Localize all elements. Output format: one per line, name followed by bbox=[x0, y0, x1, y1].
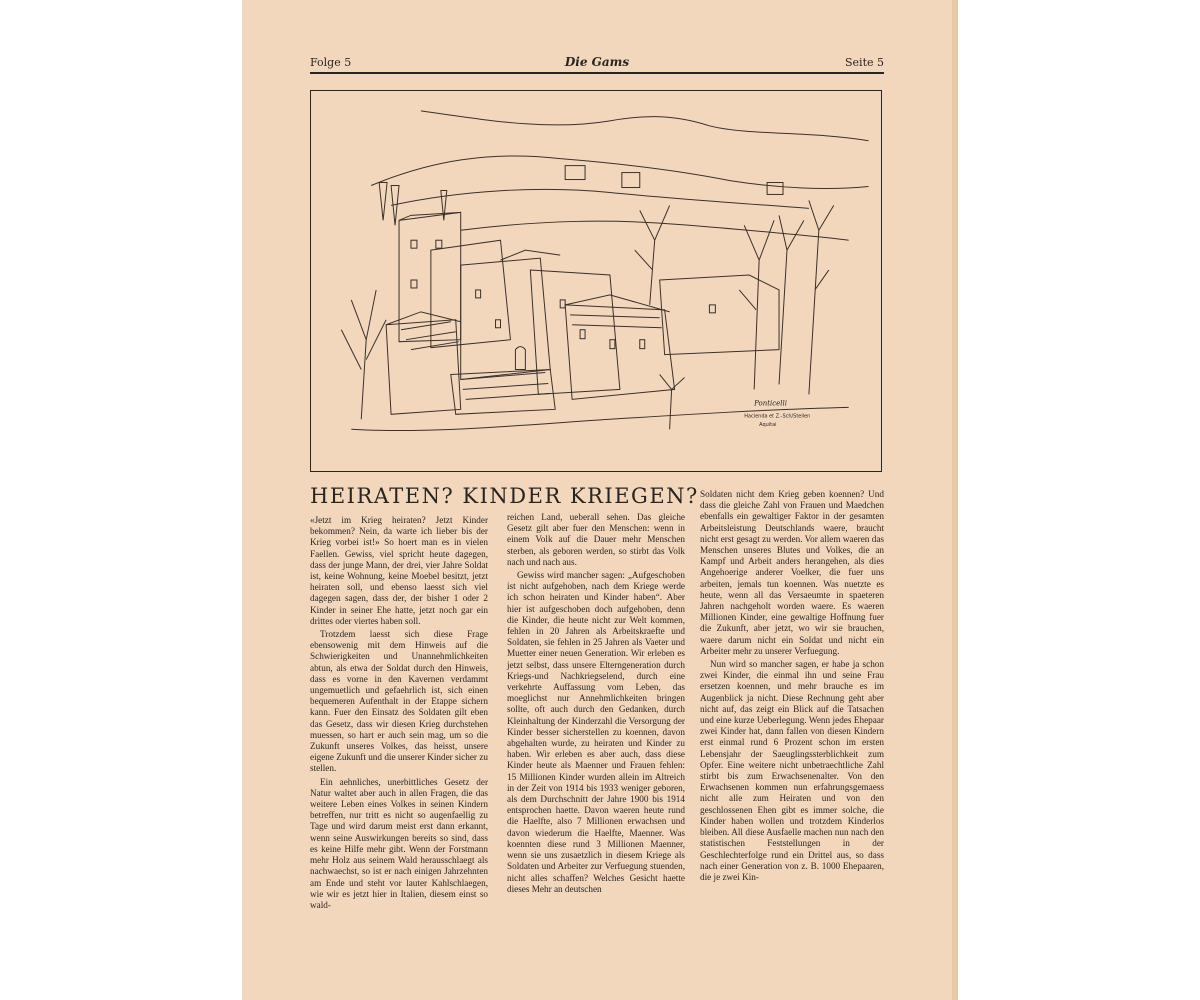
header-rule bbox=[310, 72, 884, 74]
paragraph: Nun wird so mancher sagen, er habe ja schon zwei Kinder, die einmal ihn und seine Frau ersetzen koennen, und mehr brauche es im Augenblick ja nicht. Diese Rechnung geht aber nicht auf, das zeigt ein Blick auf die Tatsachen und eine kurze Ueberlegung. Wenn jedes Ehepaar zwei Kinder hat, dann fallen von diesen Kindern erst einmal rund 6 Prozent schon im ersten Lebensjahr der Saeuglingssterblichkeit zum Opfer. Eine weitere nicht unbetraechtliche Zahl stirbt bis zum Erwachsenenalter. Von den Erwachsenen kommen nun erfahrungsgemaess nicht alle zum Heiraten und von den geschlossenen Ehen gibt es immer solche, die Kinder haben wollen und trotzdem Kinderlos bleiben. All diese Ausfaelle machen nun nach den statistischen Feststellungen in der Geschlechterfolge rund ein Drittel aus, so dass nach einer Generation von z. B. 1000 Ehepaaren, die je zwei Kin- bbox=[700, 659, 884, 882]
issue-number: Folge 5 bbox=[310, 56, 352, 69]
page-edge bbox=[952, 0, 958, 1000]
page-header bbox=[310, 56, 884, 72]
publication-name: Die Gams bbox=[564, 55, 630, 69]
paragraph: reichen Land, ueberall sehen. Das gleiche Gesetz gilt aber fuer den Menschen: wenn in einem Volk auf die Dauer mehr Menschen sterben, als geboren werden, so stirbt das Volk nach und nach aus. bbox=[507, 512, 685, 567]
village-illustration bbox=[310, 90, 882, 472]
paragraph: Trotzdem laesst sich diese Frage ebensowenig mit dem Hinweis auf die Schwierigkeiten und Unannehmlichkeiten abtun, als etwa der Soldat durch den Hinweis, dass es vorne in den Kavernen verdammt ungemuetlich und gefaehrlich ist, sich einen bequemeren Aufenthalt in der Etappe sichern kann. Fuer den Einsatz des Soldaten gilt eben das Gesetz, dass wir diesen Krieg durchstehen muessen, so hart er auch sein mag, um so die Zukunft unseres Volkes, das heisst, unsere eigene Zukunft und die unserer Kinder sicher zu stellen. bbox=[310, 629, 488, 774]
illustration-caption-1: Hacienda et Z.-Sch/Stellen bbox=[744, 413, 811, 420]
paragraph: Gewiss wird mancher sagen: „Aufgeschoben ist nicht aufgehoben, nach dem Kriege werde ich schon heiraten und Kinder haben“. Aber hier ist aufgeschoben doch aufgehoben, denn die Kinder, die heute nicht zur Welt kommen, fehlen in 20 Jahren als Arbeitskraefte und Soldaten, sie fehlen in 25 Jahren als Vaeter und Muetter einer neuen Generation. Wir erleben es jetzt selbst, dass unsere Elterngeneration durch Kriegs-und Nachkriegselend, durch eine verkehrte Auffassung vom Leben, das moeglichst nur Annehmlichkeiten bringen sollte, oft auch durch den Gedanken, durch Kleinhaltung der Kinderzahl die Versorgung der Kinder besser sicherstellen zu koennen, davon abgehalten wurde, zu heiraten und Kinder zu haben. Wir erleben es aber auch, dass diese Kinder heute als Maenner und Frauen fehlen: 15 Millionen Kinder wurden allein im Altreich in der Zeit von 1914 bis 1933 weniger geboren, als dem Durchschnitt der Jahre 1900 bis 1914 entsprochen haette. Davon waeren heute rund die Haelfte, also 7 Millionen erwachsen und davon wiederum die Haelfte, Maenner. Was koennten diese rund 3 Millionen Maenner, wenn sie uns zusaetzlich in diesem Kriege als Soldaten und Arbeiter zur Verfuegung stuenden, nicht alles schaffen? Welches Gesicht haette dieses Mehr an deutschen bbox=[507, 570, 685, 894]
page-number: Seite 5 bbox=[845, 56, 884, 69]
paragraph: Soldaten nicht dem Krieg geben koennen? Und dass die gleiche Zahl von Frauen und Maedchen ebenfalls ein gewaltiger Faktor in der gesamten Arbeitsleistung Deutschlands waere, braucht nicht erst gesagt zu werden. Vor allem waeren das Menschen unseres Blutes und Volkes, die an Kampf und Arbeit anders herangehen, als dies Angehoerige anderer Voelker, die fuer uns arbeiten, jemals tun koennen. Was nuetzte es heute, wenn all das Versaeumte in spaeteren Jahren nachgeholt worden waere. Es waeren Millionen Kinder, eine gewaltige Hoffnung fuer die Zukunft, aber jetzt, wo wir sie brauchen, waere darum nicht ein Soldat und nicht ein Arbeiter mehr zu unserer Verfuegung. bbox=[700, 489, 884, 656]
artist-signature: Ponticelli bbox=[754, 399, 787, 408]
paragraph: «Jetzt im Krieg heiraten? Jetzt Kinder bekommen? Nein, da warte ich lieber bis der Krieg vorbei ist!» So hoert man es in vielen Faellen. Gewiss, viel spricht heute dagegen, dass der junge Mann, der drei, vier Jahre Soldat ist, keine Wohnung, keine Moebel besitzt, jetzt heiraten soll, und ebenso laesst sich viel dagegen sagen, dass der, der bisher 1 oder 2 Kinder in seiner Ehe hatte, jetzt noch gar ein drittes oder viertes haben soll. bbox=[310, 515, 488, 626]
village-sketch bbox=[311, 91, 881, 471]
article-column-1 bbox=[310, 515, 488, 911]
article-title: HEIRATEN? KINDER KRIEGEN? bbox=[310, 484, 699, 508]
paragraph: Ein aehnliches, unerbittliches Gesetz der Natur waltet aber auch in allen Fragen, die das weitere Leben eines Volkes in seinen Kindern betreffen, nur tritt es nicht so augenfaellig zu Tage und wird darum meist erst dann erkannt, wenn seine Auswirkungen bereits so sind, dass es keine Hilfe mehr gibt. Wenn der Forstmann mehr Holz aus seinem Wald herausschlaegt als nachwaechst, so ist er nach einigen Jahrzehnten am Ende und steht vor lauter Kahlschlaegen, wie wir es jetzt hier in Italien, diesem einst so wald- bbox=[310, 776, 488, 910]
illustration-caption-2: Aquitai bbox=[759, 422, 777, 429]
article-column-2 bbox=[507, 512, 685, 895]
article-column-3 bbox=[700, 489, 884, 883]
